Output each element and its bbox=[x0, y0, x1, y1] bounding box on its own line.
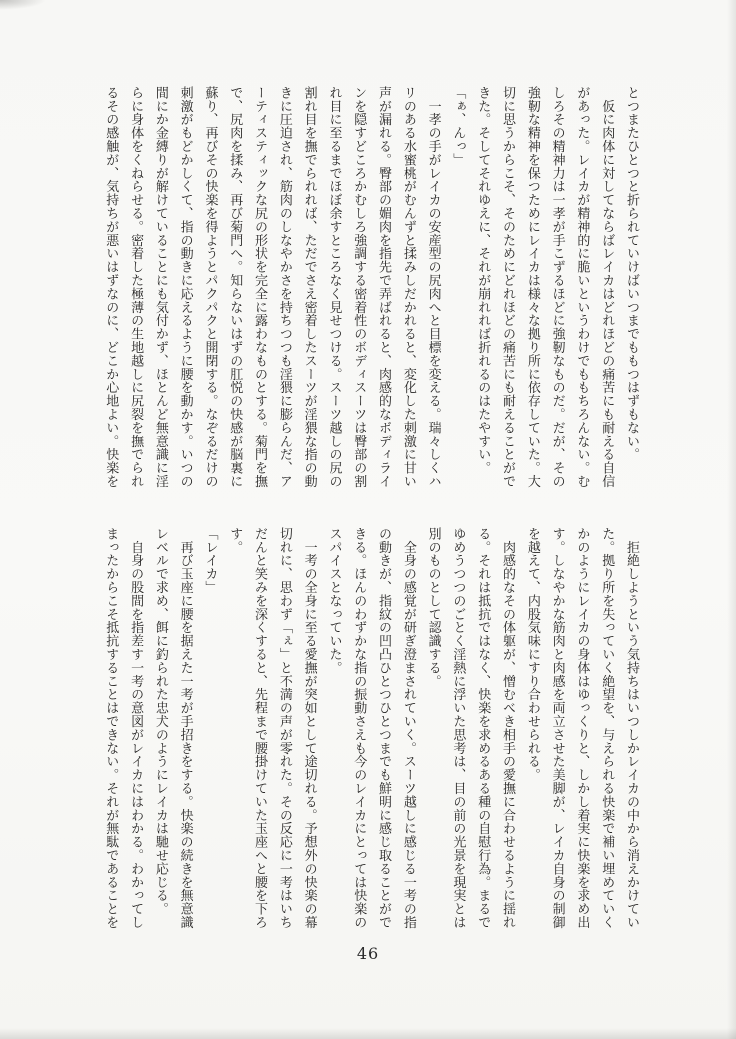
text-line: す。しなやかな筋肉と肉感を両立させた美脚が、レイカ自身の制御 bbox=[549, 527, 565, 929]
text-line: しろその精神力は一孝が手こずるほどに強靭なものだ。だが、その bbox=[549, 86, 565, 488]
text-line: 間にか金縛りが解けていることにも気付かず、ほとんど無意識に淫 bbox=[152, 86, 168, 488]
text-line: 肉感的なその体躯が、憎むべき相手の愛撫に合わせるように揺れ bbox=[500, 527, 516, 929]
text-line: だんと笑みを深くすると、先程まで腰掛けていた玉座へと腰を下ろ bbox=[252, 527, 268, 929]
text-line: レベルで求め、餌に釣られた忠犬のようにレイカは馳せ応じる。 bbox=[152, 527, 168, 916]
text-line: す。 bbox=[227, 527, 243, 554]
text-line: ゆめうつつのごとく淫熱に浮いた思考は、目の前の光景を現実とは bbox=[450, 527, 466, 929]
text-line: 「ぁ、んっ」 bbox=[450, 86, 466, 167]
text-line: 全身の感覚が研ぎ澄まされていく。スーツ越しに感じる一考の指 bbox=[400, 527, 416, 929]
text-line: 仮に肉体に対してならばレイカはどれほどの痛苦にも耐える自信 bbox=[599, 86, 615, 488]
text-line: る。それは抵抗ではなく、快楽を求めるある種の自慰行為。まるで bbox=[475, 527, 491, 929]
text-line: 割れ目を撫でられれば、ただでさえ密着したスーツが淫猥な指の動 bbox=[301, 86, 317, 488]
text-line: リのある水蜜桃がむんずと揉みしだかれると、変化した刺激に甘い bbox=[400, 86, 416, 488]
scan-edge-shadow-right bbox=[727, 0, 736, 1039]
text-line: らに身体をくねらせる。密着した極薄の生地越しに尻裂を撫でられ bbox=[128, 86, 144, 488]
text-line: れ目に至るまでほぼ余すところなく見せつける。スーツ越しの尻の bbox=[326, 86, 342, 488]
text-line: の動きが、指紋の凹凸ひとつひとつまでも鮮明に感じ取ることがで bbox=[376, 527, 392, 929]
page-number: 46 bbox=[356, 944, 380, 963]
text-line: るその感触が、気持ちが悪いはずなのに、どこか心地よい。快楽を bbox=[103, 86, 119, 488]
text-line: ンを隠すどころかむしろ強調する密着性のボディスーツは臀部の割 bbox=[351, 86, 367, 488]
text-line: 「レイカ」 bbox=[202, 527, 218, 594]
text-line: 別のものとして認識する。 bbox=[425, 527, 441, 688]
text-line: きに圧迫され、筋肉のしなやかさを持ちつつも淫猥に膨らんだ、ア bbox=[276, 86, 292, 488]
text-line: きた。そしてそれゆえに、それが崩れれば折れるのはたやすい。 bbox=[475, 86, 491, 475]
scan-corner-shadow bbox=[0, 0, 46, 10]
text-line: 切に思うからこそ、そのためにどれほどの痛苦にも耐えることがで bbox=[500, 86, 516, 488]
top-text-block bbox=[97, 86, 643, 518]
text-line: 刺激がもどかしくて、指の動きに応えるように腰を動かす。いつの bbox=[177, 86, 193, 488]
text-line: スパイスとなっていた。 bbox=[326, 527, 342, 675]
text-line: 自身の股間を指差す一考の意図がレイカにはわかる。わかってし bbox=[128, 527, 144, 929]
text-line: で、尻肉を揉み、再び菊門へ。知らないはずの肛悦の快感が脳裏に bbox=[227, 86, 243, 488]
text-line: 一考の全身に至る愛撫が突如として途切れる。予想外の快楽の幕 bbox=[301, 527, 317, 929]
text-line: 蘇り、再びその快楽を得ようとパクパクと開閉する。なぞるだけの bbox=[202, 86, 218, 488]
text-line: 切れに、思わず「ぇ」と不満の声が零れた。その反応に一考はいち bbox=[276, 527, 292, 929]
text-line: 強靭な精神を保つためにレイカは様々な拠り所に依存していた。大 bbox=[524, 86, 540, 488]
text-line: とつまたひとつと折られていけばいつまでももつはずもない。 bbox=[624, 86, 639, 462]
text-line: 再び玉座に腰を据えた一考が手招きをする。快楽の続きを無意識 bbox=[177, 527, 193, 929]
text-line: かのようにレイカの身体はゆっくりと、しかし着実に快楽を求め出 bbox=[574, 527, 590, 929]
text-line: 拒絶しようという気持ちはいつしかレイカの中から消えかけてい bbox=[624, 527, 639, 929]
text-line: があった。レイカが精神的に脆いというわけでももちろんない。む bbox=[574, 86, 590, 488]
text-line: まったからこそ抵抗することはできない。それが無駄であることを bbox=[103, 527, 119, 929]
text-line: きる。ほんのわずかな指の振動さえも今のレイカにとっては快楽の bbox=[351, 527, 367, 929]
text-line: ーティスティックな尻の形状を完全に露わなものとする。菊門を撫 bbox=[252, 86, 268, 488]
text-line: 一孝の手がレイカの安産型の尻肉へと目標を変える。瑞々しくハ bbox=[425, 86, 441, 488]
text-line: 声が漏れる。臀部の媚肉を指先で弄ばれると、肉感的なボディライ bbox=[376, 86, 392, 488]
scan-edge-shadow-bottom bbox=[0, 1028, 736, 1039]
text-line: を越えて、内股気味にすり合わせられる。 bbox=[524, 527, 540, 782]
bottom-text-block bbox=[97, 527, 643, 959]
text-line: た。拠り所を失っていく絶望を、与えられる快楽で補い埋めていく bbox=[599, 527, 615, 929]
